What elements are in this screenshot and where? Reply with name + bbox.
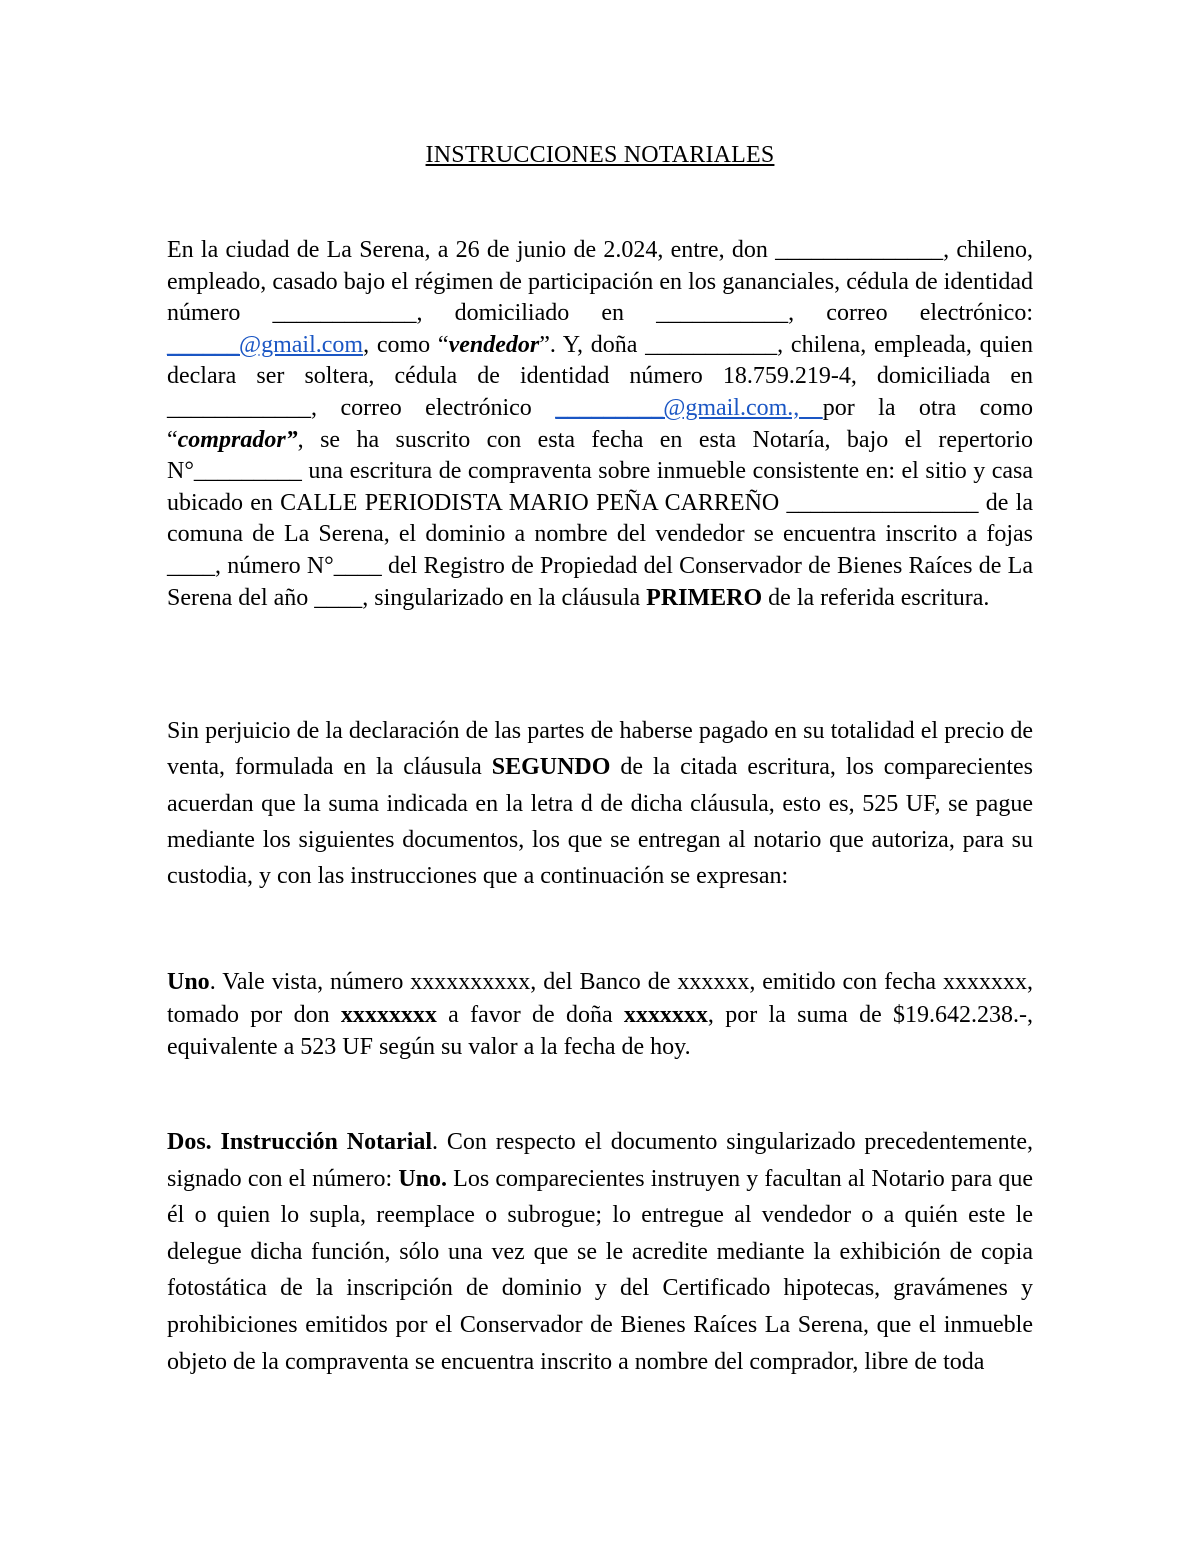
dos-uno-ref: Uno. [398,1165,447,1192]
document-title: INSTRUCCIONES NOTARIALES [425,142,775,168]
paragraph-payment [167,713,1033,894]
item-uno-label: Uno [167,969,210,995]
parties-text-f: de la referida escritura. [762,584,990,611]
buyer-email-link[interactable]: _________@gmail.com., [555,394,823,421]
clause-primero: PRIMERO [646,584,763,611]
parties-text-b: , como “ [363,331,449,358]
parties-text-a: En la ciudad de La Serena, a 26 de junio de 2.024, entre, don ______________, chileno, empleado, casado bajo el régimen de participación en los gananciales, cédula de identidad número ____________, domiciliado en ___________, correo electrónico: [167,237,1033,327]
clause-segundo: SEGUNDO [491,754,611,781]
item-dos-heading: Dos. Instrucción Notarial [167,1129,433,1155]
uno-text-a: . Vale vista, número xxxxxxxxxx, del Banco de xxxxxx, emitido con fecha xxxxxxx, tomado por don [167,969,1033,1028]
paragraph-parties [167,235,1033,614]
seller-email-link[interactable]: ______@gmail.com [167,331,364,358]
dos-text-a: . Con respecto el documento singularizado precedentemente, signado con el número: [167,1129,1033,1192]
uno-text-c: , por la suma de $19.642.238.-, equivalente a 523 UF según su valor a la fecha de hoy. [167,1001,1033,1060]
paragraph-instruction-dos [167,1124,1033,1380]
uno-text-b: a favor de doña [436,1001,624,1028]
uno-dona-name: xxxxxxx [623,1001,708,1028]
parties-text-d: por la otra como “ [167,394,1033,453]
buyer-role: comprador” [177,426,298,453]
dos-text-b: Los comparecientes instruyen y facultan al Notario para que él o quien lo supla, reemplace o subrogue; lo entregue al vendedor o a quién este le delegue dicha función, sólo una vez que se le acredite mediante la exhibición de copia fotostática de la inscripción de dominio y del Certificado hipotecas, gravámenes y prohibiciones emitidos por el Conservador de Bienes Raíces La Serena, que el inmueble objeto de la compraventa se encuentra inscrito a nombre del comprador, libre de toda [167,1165,1033,1375]
paragraph-document-uno [167,966,1033,1064]
parties-text-e: , se ha suscrito con esta fecha en esta Notaría, bajo el repertorio N°_________ una escritura de compraventa sobre inmueble consistente en: el sitio y casa ubicado en CALLE PERIODISTA MARIO PEÑA CARREÑO ________________ de la comuna de La Serena, el dominio a nombre del vendedor se encuentra inscrito a fojas ____, número N°____ del Registro de Propiedad del Conservador de Bienes Raíces de La Serena del año ____, singularizado en la cláusula [167,426,1033,611]
uno-don-name: xxxxxxxx [340,1001,437,1028]
payment-text-b: de la citada escritura, los comparecientes acuerdan que la suma indicada en la letra d de dicha cláusula, esto es, 525 UF, se pague mediante los siguientes documentos, los que se entregan al notario que autoriza, para su custodia, y con las instrucciones que a continuación se expresan: [167,754,1033,890]
payment-text-a: Sin perjuicio de la declaración de las partes de haberse pagado en su totalidad el precio de venta, formulada en la cláusula [167,718,1033,781]
parties-text-c: ”. Y, doña ___________, chilena, empleada, quien declara ser soltera, cédula de identidad número 18.759.219-4, domiciliada en ____________, correo electrónico [167,331,1033,421]
seller-role: vendedor [448,331,540,358]
